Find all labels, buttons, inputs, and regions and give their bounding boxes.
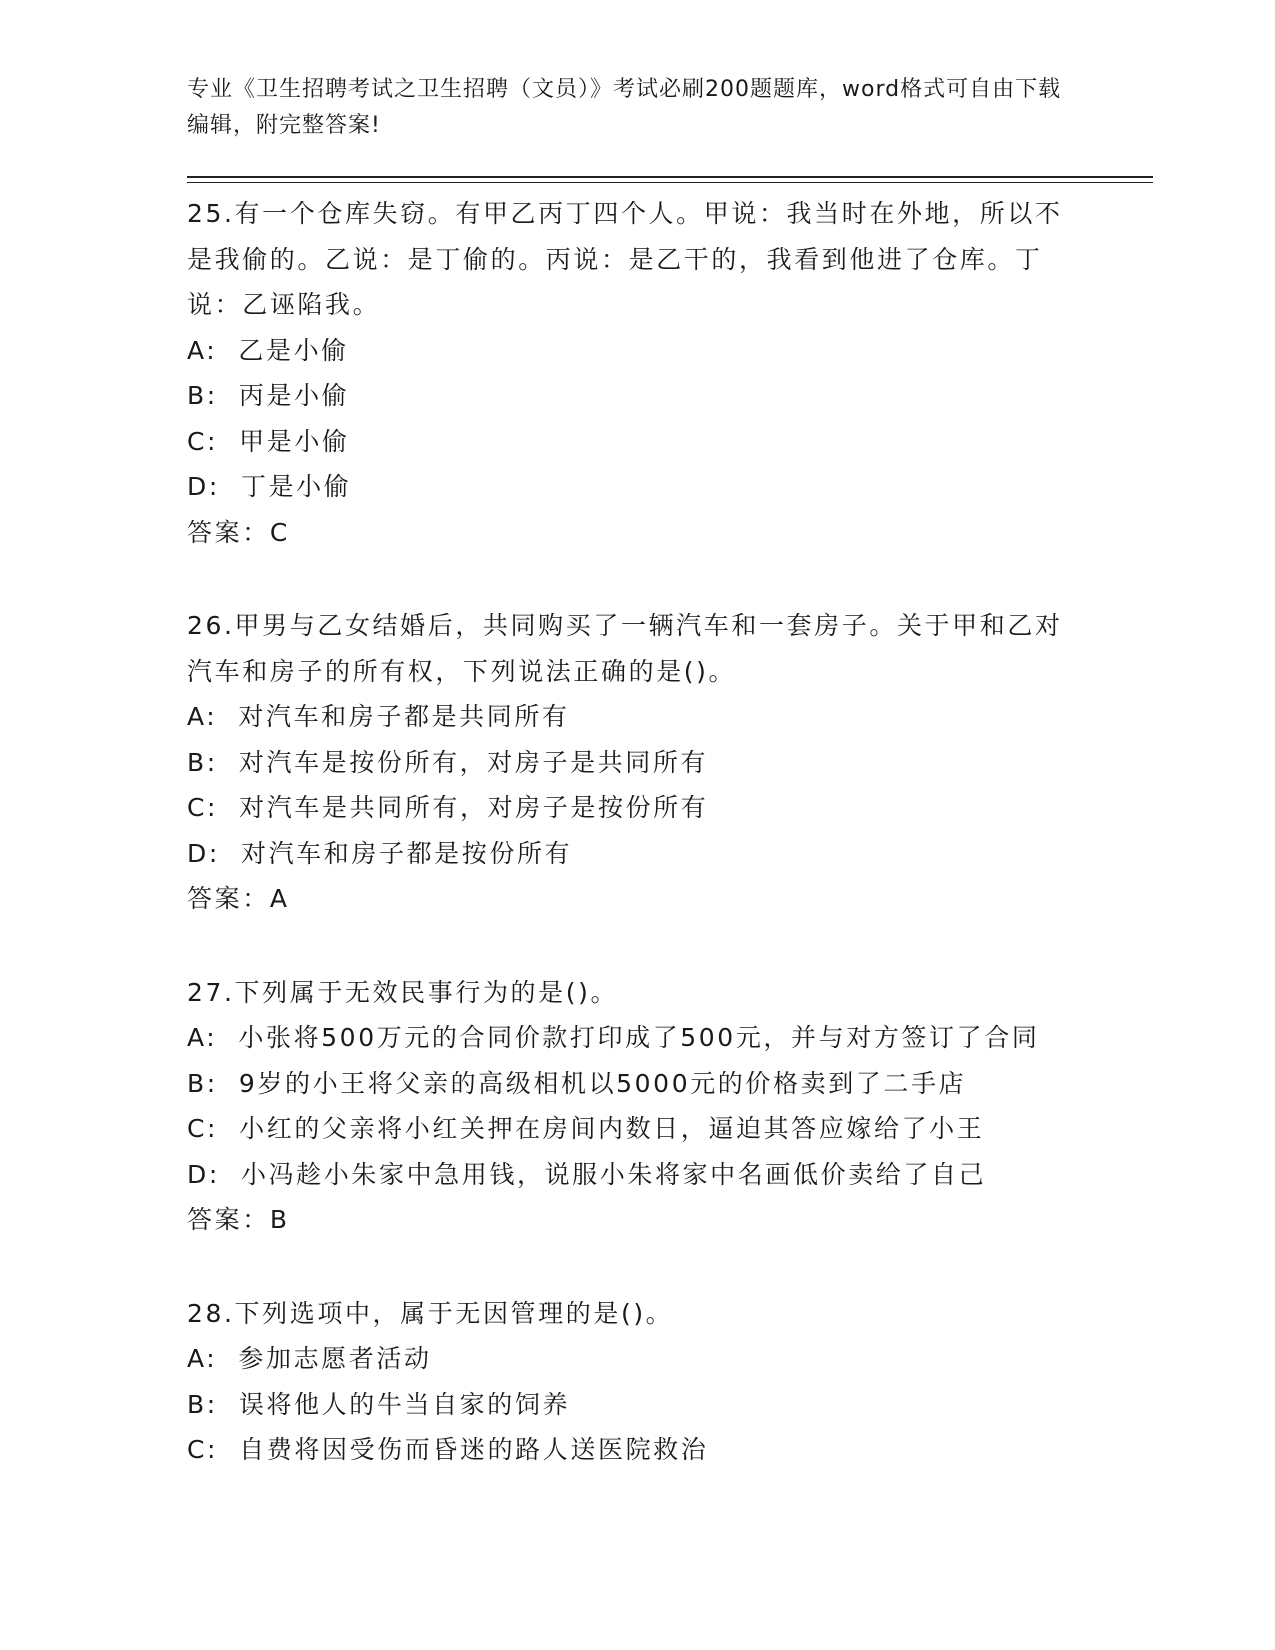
answer-value: C: [269, 517, 290, 547]
option-c: C: 小红的父亲将小红关押在房间内数日，逼迫其答应嫁给了小王: [187, 1114, 985, 1143]
question-27: [187, 970, 1087, 1243]
option-b: B: 对汽车是按份所有，对房子是共同所有: [187, 747, 709, 777]
option-a: A: 乙是小偷: [187, 335, 349, 365]
answer-label: 答案：: [187, 1205, 270, 1234]
question-stem: 27.下列属于无效民事行为的是()。: [187, 977, 619, 1007]
option-b: B: 误将他人的牛当自家的饲养: [187, 1389, 571, 1419]
question-25: [187, 191, 1087, 555]
header-divider-thin: [187, 182, 1153, 183]
option-d: D: 对汽车和房子都是按份所有: [187, 838, 573, 868]
option-c: C: 甲是小偷: [187, 426, 350, 456]
document-header: 专业《卫生招聘考试之卫生招聘（文员）》考试必刷200题题库，word格式可自由下载编辑，附完整答案!: [187, 77, 1062, 138]
answer-value: A: [269, 884, 290, 913]
option-b: B: 9岁的小王将父亲的高级相机以5000元的价格卖到了二手店: [187, 1068, 967, 1098]
answer-line: [187, 1197, 1087, 1243]
option-d: D: 小冯趁小朱家中急用钱，说服小朱将家中名画低价卖给了自己: [187, 1159, 987, 1189]
answer-line: [187, 876, 1087, 922]
option-a: A: 小张将500万元的合同价款打印成了500元，并与对方签订了合同: [187, 1023, 1040, 1052]
question-stem: 28.下列选项中，属于无因管理的是()。: [187, 1298, 674, 1328]
option-c: C: 自费将因受伤而昏迷的路人送医院救治: [187, 1435, 709, 1464]
question-list: [187, 191, 1087, 1521]
answer-value: B: [269, 1205, 290, 1234]
option-b: B: 丙是小偷: [187, 381, 350, 410]
question-28: [187, 1291, 1087, 1473]
answer-label: 答案：: [187, 517, 270, 547]
question-stem: 25.有一个仓库失窃。有甲乙丙丁四个人。甲说：我当时在外地，所以不是我偷的。乙说：是丁偷的。丙说：是乙干的，我看到他进了仓库。丁说：乙诬陷我。: [187, 199, 1063, 319]
option-a: A: 对汽车和房子都是共同所有: [187, 702, 570, 731]
question-26: [187, 603, 1087, 922]
option-a: A: 参加志愿者活动: [187, 1344, 432, 1373]
header-divider-thick: [187, 176, 1153, 178]
question-stem: 26.甲男与乙女结婚后，共同购买了一辆汽车和一套房子。关于甲和乙对汽车和房子的所有权，下列说法正确的是()。: [187, 611, 1063, 686]
option-d: D: 丁是小偷: [187, 472, 352, 501]
answer-line: [187, 510, 1087, 556]
answer-label: 答案：: [187, 884, 270, 913]
option-c: C: 对汽车是共同所有，对房子是按份所有: [187, 793, 709, 822]
